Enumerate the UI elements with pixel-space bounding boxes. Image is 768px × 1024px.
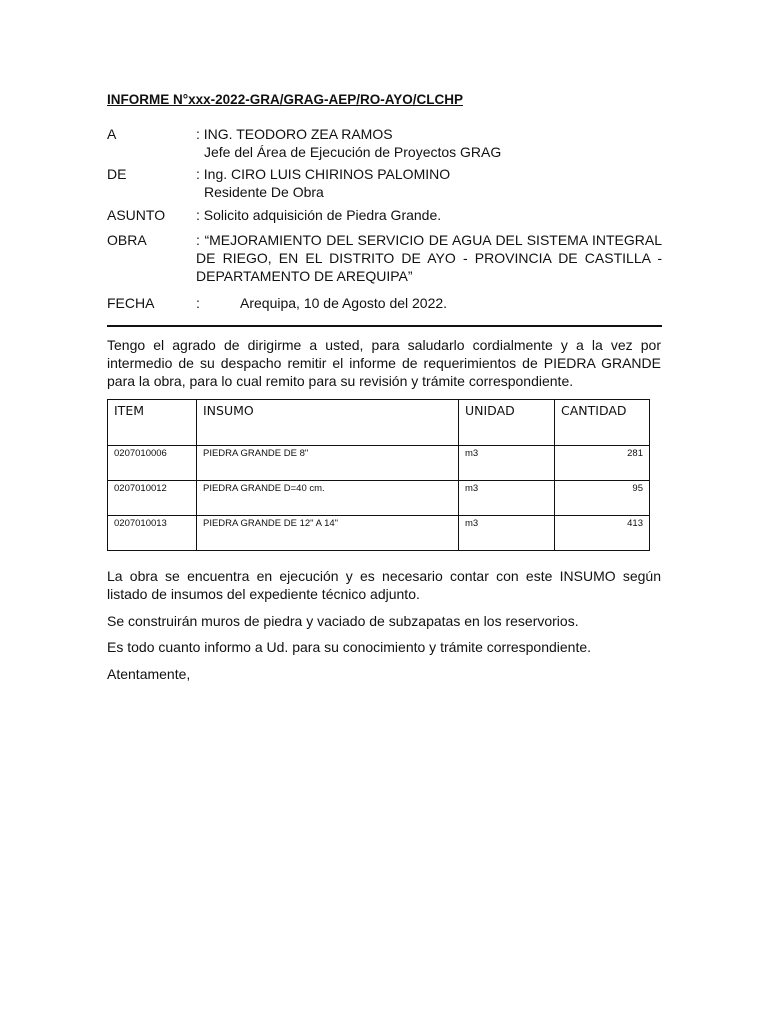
header-project-label: OBRA — [107, 232, 147, 248]
header-date-colon: : — [196, 295, 200, 311]
header-subject-label: ASUNTO — [107, 207, 166, 223]
header-date — [107, 294, 667, 312]
cell-insumo: PIEDRA GRANDE DE 12" A 14" — [197, 516, 459, 551]
column-header-cantidad: CANTIDAD — [555, 400, 650, 446]
table-header-row — [108, 400, 650, 446]
header-project — [107, 231, 667, 287]
header-from-value — [196, 165, 662, 201]
header-to-value — [196, 125, 662, 161]
header-project-value: : “MEJORAMIENTO DEL SERVICIO DE AGUA DEL SISTEMA INTEGRAL DE RIEGO, EN EL DISTRITO DE AYO - PROVINCIA DE CASTILLA - DEPARTAMENTO DE AREQUIPA” — [196, 232, 662, 284]
header-from-name: : Ing. CIRO LUIS CHIRINOS PALOMINO — [196, 166, 451, 182]
header-subject — [107, 206, 667, 224]
header-from — [107, 165, 667, 201]
header-from-label: DE — [107, 166, 127, 182]
cell-item: 0207010012 — [108, 481, 197, 516]
header-to-position: Jefe del Área de Ejecución de Proyectos GRAG — [204, 144, 502, 160]
closing-paragraph-1: La obra se encuentra en ejecución y es necesario contar con este INSUMO según listado de insumos del expediente técnico adjunto. — [107, 568, 661, 602]
closing-paragraph-3: Es todo cuanto informo a Ud. para su conocimiento y trámite correspondiente. — [107, 639, 592, 655]
cell-item: 0207010006 — [108, 446, 197, 481]
intro-paragraph: Tengo el agrado de dirigirme a usted, para saludarlo cordialmente y a la vez por intermedio de su despacho remitir el informe de requerimientos de PIEDRA GRANDE para la obra, para lo cual remito para su revisión y trámite correspondiente. — [107, 337, 661, 389]
cell-cantidad: 413 — [555, 516, 650, 551]
header-date-label: FECHA — [107, 295, 155, 311]
cell-unidad: m3 — [459, 446, 555, 481]
table-row — [108, 516, 650, 551]
column-header-insumo: INSUMO — [197, 400, 459, 446]
sign-off: Atentamente, — [107, 666, 191, 682]
column-header-unidad: UNIDAD — [459, 400, 555, 446]
requirements-table — [107, 399, 650, 551]
table-row — [108, 446, 650, 481]
cell-insumo: PIEDRA GRANDE DE 8" — [197, 446, 459, 481]
header-to-name: : ING. TEODORO ZEA RAMOS — [196, 126, 393, 142]
column-header-item: ITEM — [108, 400, 197, 446]
cell-insumo: PIEDRA GRANDE D=40 cm. — [197, 481, 459, 516]
header-to — [107, 125, 667, 161]
header-subject-value: : Solicito adquisición de Piedra Grande. — [196, 207, 442, 223]
cell-cantidad: 281 — [555, 446, 650, 481]
cell-unidad: m3 — [459, 481, 555, 516]
header-divider — [107, 325, 662, 327]
closing-paragraph-2: Se construirán muros de piedra y vaciado de subzapatas en los reservorios. — [107, 613, 579, 629]
report-title: INFORME N°xxx-2022-GRA/GRAG-AEP/RO-AYO/CLCHP — [107, 92, 463, 107]
header-from-position: Residente De Obra — [204, 184, 324, 200]
cell-cantidad: 95 — [555, 481, 650, 516]
header-to-label: A — [107, 126, 117, 142]
header-date-value: Arequipa, 10 de Agosto del 2022. — [240, 295, 448, 311]
cell-item: 0207010013 — [108, 516, 197, 551]
table-row — [108, 481, 650, 516]
cell-unidad: m3 — [459, 516, 555, 551]
